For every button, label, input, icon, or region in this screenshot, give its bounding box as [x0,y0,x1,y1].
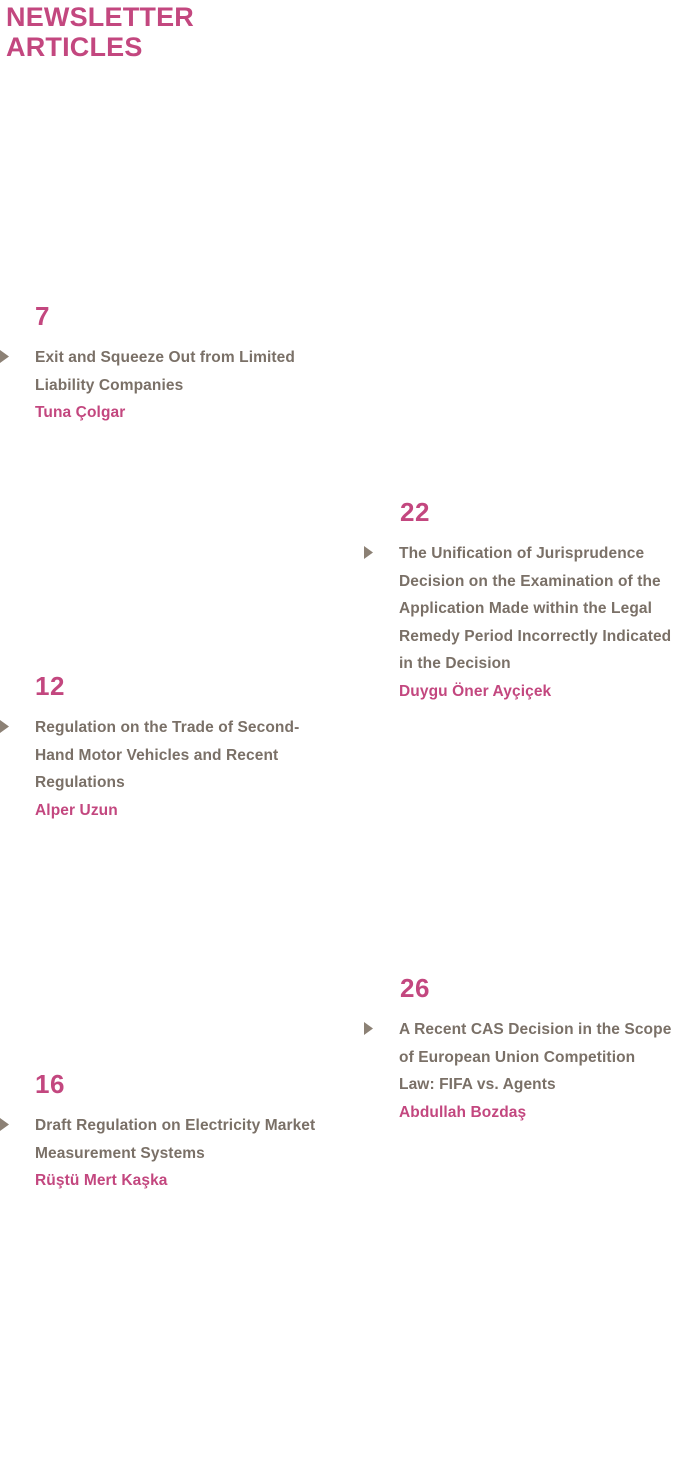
toc-entry[interactable] [0,302,330,427]
page-number: 26 [400,973,430,1003]
article-title[interactable]: A Recent CAS Decision in the Scope of European Union Competition Law: FIFA vs. Agents [399,1021,672,1093]
toc-entry[interactable] [362,974,674,1126]
page-number: 7 [35,301,50,331]
arrow-right-icon [0,720,14,733]
page-number: 16 [35,1069,65,1099]
page-number: 22 [400,497,430,527]
article-author: Rüştü Mert Kaşka [35,1172,168,1189]
page-title-line-1: NEWSLETTER [6,2,194,32]
arrow-right-icon [364,1022,378,1035]
page-title [6,2,406,62]
page-number: 12 [35,671,65,701]
arrow-right-icon [0,350,14,363]
article-title[interactable]: Regulation on the Trade of Second-Hand Motor Vehicles and Recent Regulations [35,719,300,791]
arrow-right-icon [364,546,378,559]
article-author: Duygu Öner Ayçiçek [399,682,552,700]
page-title-line-2: ARTICLES [6,32,143,62]
article-author: Alper Uzun [35,801,118,819]
toc-entry[interactable] [362,498,674,705]
article-title[interactable]: Exit and Squeeze Out from Limited Liability Companies [35,349,295,394]
article-title[interactable]: Draft Regulation on Electricity Market Measurement Systems [35,1117,316,1162]
article-author: Tuna Çolgar [35,404,126,421]
article-author: Abdullah Bozdaş [399,1103,527,1121]
toc-entry[interactable] [0,1070,330,1195]
article-title[interactable]: The Unification of Jurisprudence Decision on the Examination of the Application Made within the Legal Remedy Period Incorrectly Indicated in the Decision [399,545,672,672]
arrow-right-icon [0,1118,14,1131]
toc-entry[interactable] [0,672,330,824]
